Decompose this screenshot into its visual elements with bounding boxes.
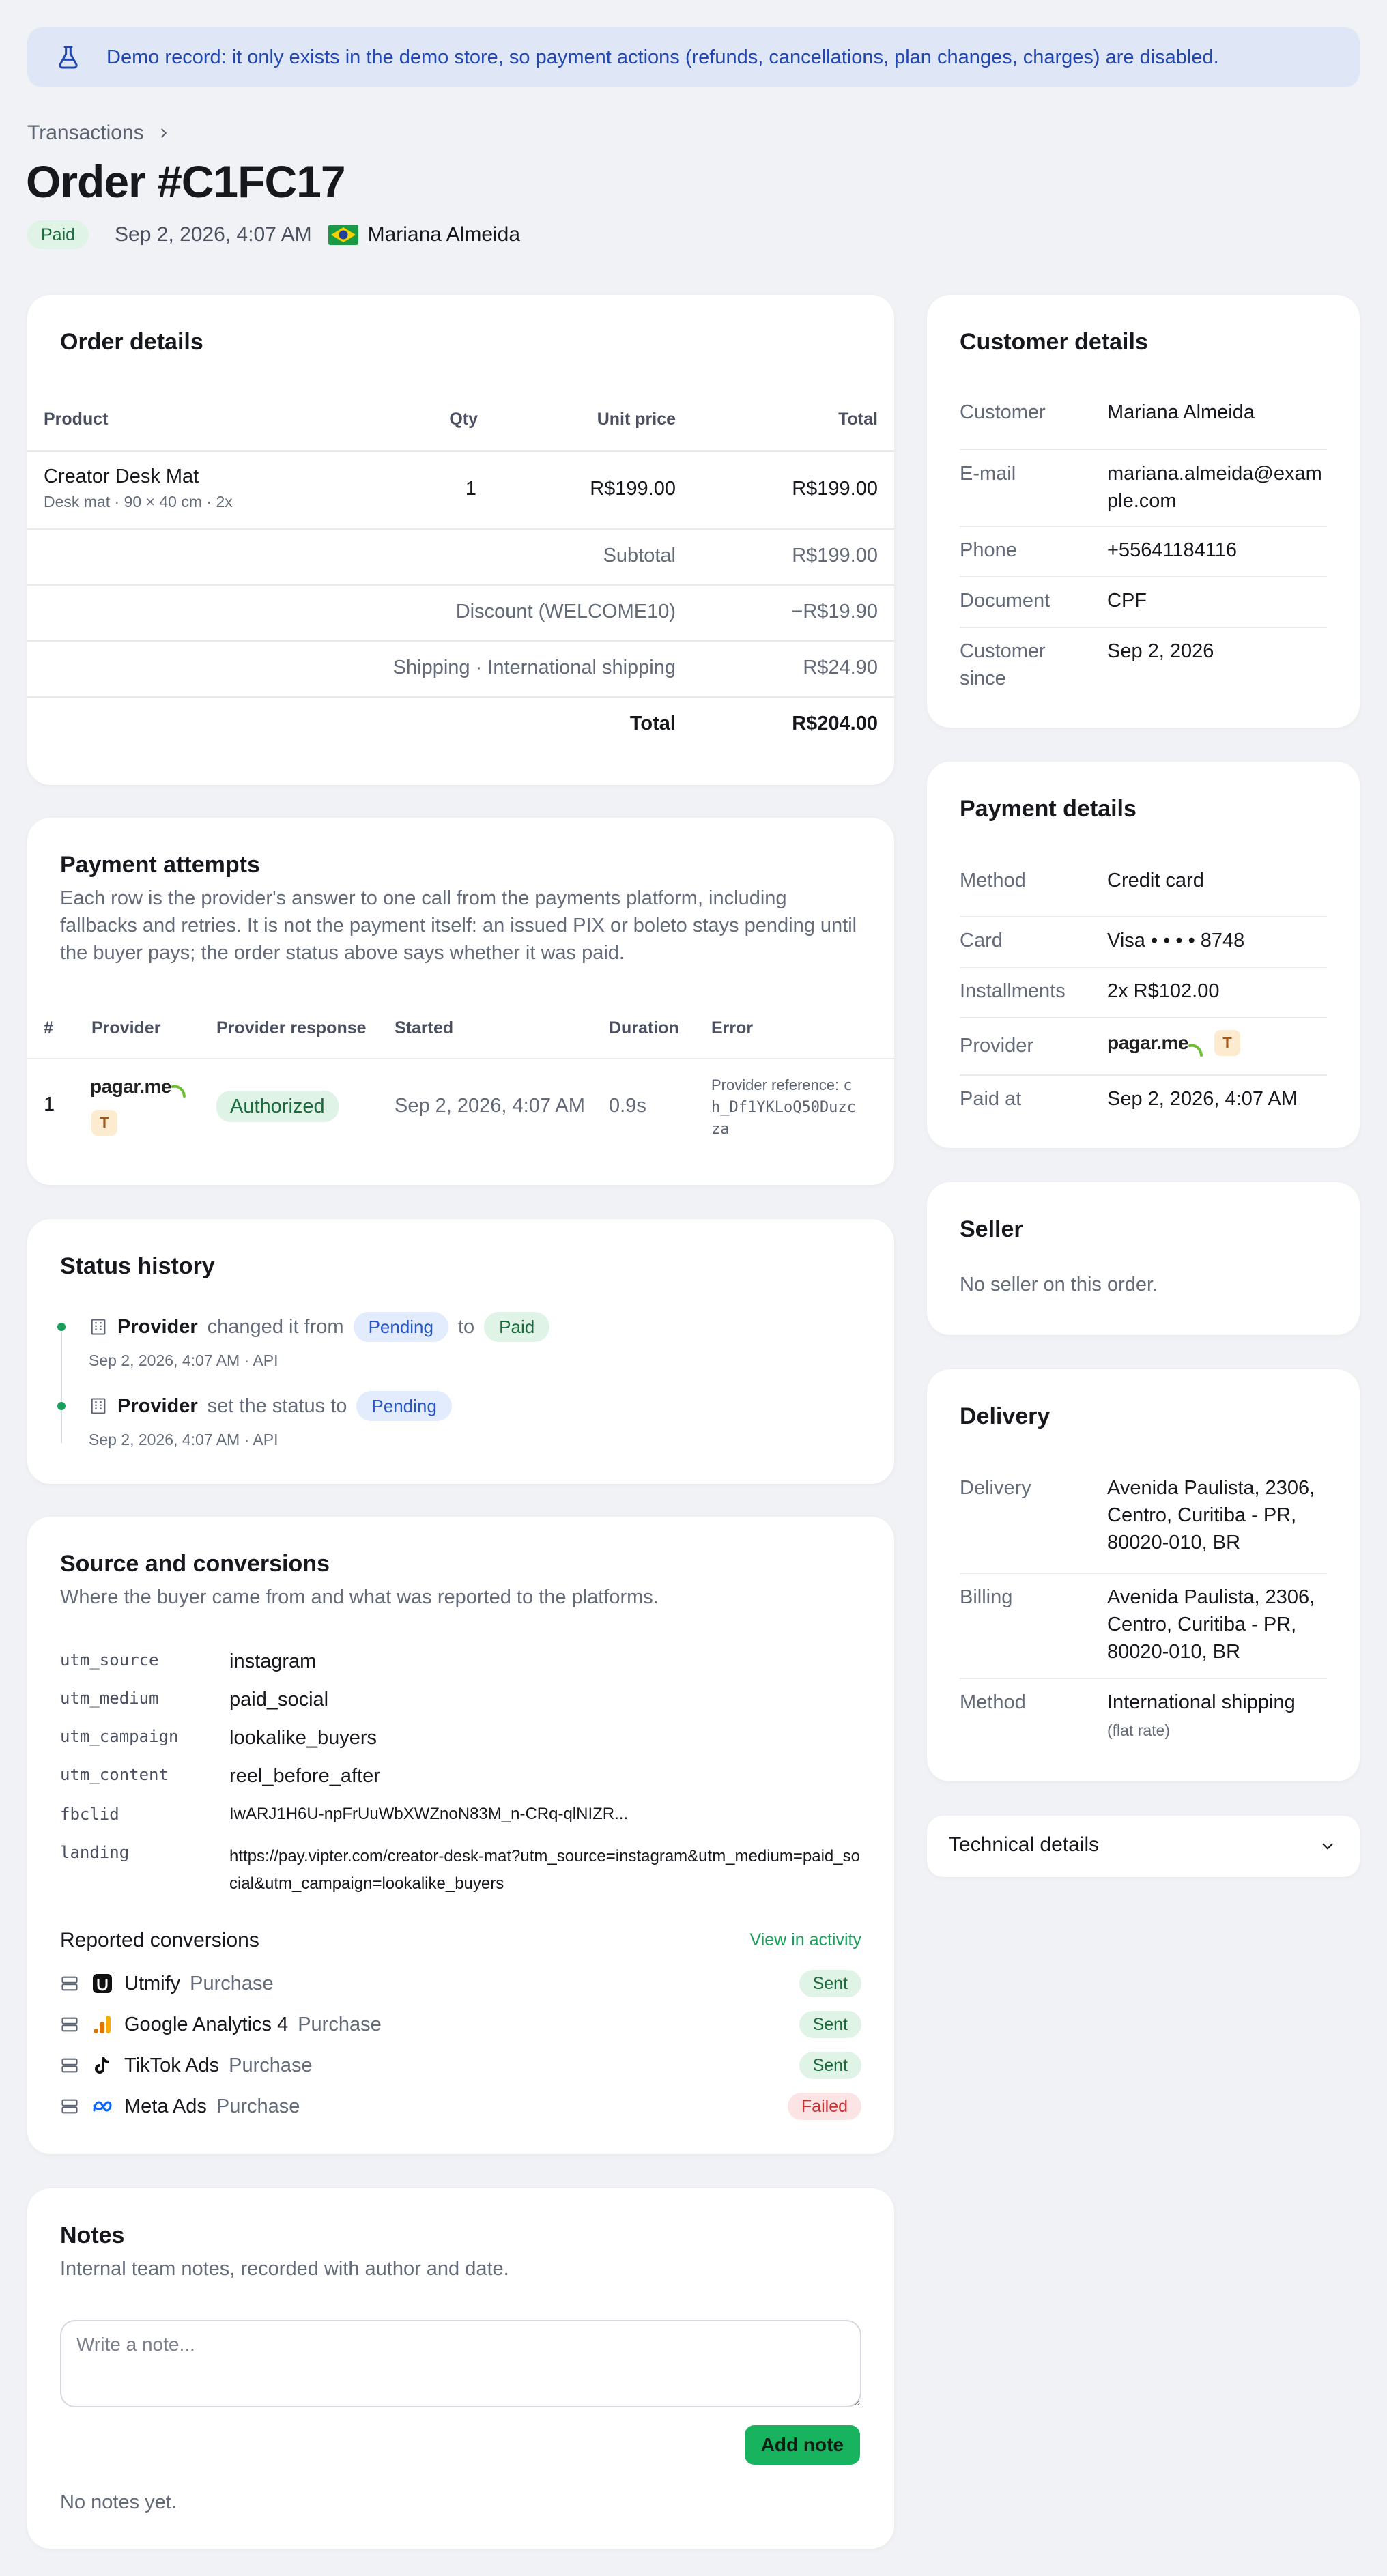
utm-key: fbclid bbox=[60, 1805, 119, 1824]
attempt-error: Provider reference: c h_Df1YKLoQ50Duzc za bbox=[711, 1076, 856, 1138]
kv-row bbox=[960, 628, 1327, 696]
utm-value: reel_before_after bbox=[229, 1765, 380, 1787]
kv-row bbox=[960, 1474, 1327, 1574]
kv-row bbox=[960, 399, 1327, 450]
utm-value: lookalike_buyers bbox=[229, 1727, 377, 1749]
conversion-status: Sent bbox=[799, 1970, 861, 1997]
kv-row bbox=[960, 917, 1327, 968]
history-meta: Sep 2, 2026, 4:07 AM · API bbox=[89, 1351, 278, 1369]
total-value: R$204.00 bbox=[792, 713, 878, 734]
shipping-label: Shipping · International shipping bbox=[392, 657, 676, 678]
server-icon bbox=[60, 2015, 79, 2034]
history-actor: Provider bbox=[117, 1394, 198, 1417]
timeline-dot bbox=[57, 1323, 66, 1331]
source-description: Where the buyer came from and what was reported to the platforms. bbox=[60, 1586, 659, 1608]
conversion-event: Purchase bbox=[298, 2013, 382, 2035]
kv-value[interactable]: mariana.almeida@example.com bbox=[1107, 463, 1322, 512]
kv-row bbox=[960, 1574, 1327, 1679]
conversion-status: Sent bbox=[799, 2011, 861, 2038]
history-action: changed it from bbox=[207, 1315, 344, 1338]
order-details-card bbox=[27, 295, 894, 785]
table-row bbox=[27, 1058, 894, 1154]
response-badge: Authorized bbox=[216, 1091, 339, 1122]
attempt-provider bbox=[90, 1076, 186, 1098]
subtotal-value: R$199.00 bbox=[792, 545, 878, 567]
notes-title: Notes bbox=[60, 2222, 125, 2248]
kv-value: Sep 2, 2026, 4:07 AM bbox=[1107, 1088, 1298, 1110]
conversion-event: Purchase bbox=[229, 2054, 313, 2076]
technical-details-toggle[interactable] bbox=[927, 1816, 1360, 1877]
kv-key: Method bbox=[960, 870, 1026, 891]
history-meta: Sep 2, 2026, 4:07 AM · API bbox=[89, 1431, 278, 1448]
pagarme-logo: pagar.me bbox=[1107, 1029, 1203, 1057]
product-name: Creator Desk Mat bbox=[44, 466, 199, 487]
utm-key: utm_medium bbox=[60, 1689, 159, 1708]
conversion-row bbox=[60, 2091, 861, 2121]
total-row bbox=[27, 696, 894, 752]
kv-row bbox=[960, 577, 1327, 628]
col-qty: Qty bbox=[449, 410, 478, 429]
history-entry bbox=[89, 1391, 452, 1421]
pagarme-logo: pagar.me bbox=[90, 1076, 186, 1098]
order-meta bbox=[27, 220, 520, 250]
provider-badge: T bbox=[1214, 1030, 1240, 1056]
kv-row bbox=[960, 867, 1327, 917]
attempt-started: Sep 2, 2026, 4:07 AM bbox=[395, 1095, 585, 1117]
product-desc: Desk mat · 90 × 40 cm · 2x bbox=[44, 493, 233, 511]
kv-key: Delivery bbox=[960, 1477, 1031, 1499]
conversions-title: Reported conversions bbox=[60, 1929, 259, 1951]
total-label: Total bbox=[629, 713, 676, 734]
kv-key: Provider bbox=[960, 1035, 1033, 1057]
col-total: Total bbox=[838, 410, 878, 429]
tiktok-icon bbox=[91, 2055, 113, 2076]
product-total: R$199.00 bbox=[792, 478, 878, 500]
history-action: set the status to bbox=[207, 1394, 347, 1417]
kv-value bbox=[1107, 1029, 1327, 1057]
col-response: Provider response bbox=[216, 1018, 367, 1037]
col-started: Started bbox=[395, 1018, 454, 1037]
server-icon bbox=[60, 2056, 79, 2075]
brazil-flag-icon bbox=[328, 225, 358, 245]
chevron-down-icon bbox=[1319, 1837, 1336, 1855]
provider-badge: T bbox=[91, 1110, 117, 1136]
notes-description: Internal team notes, recorded with author and date. bbox=[60, 2258, 509, 2280]
payment-details-card bbox=[927, 762, 1360, 1148]
shipping-row bbox=[27, 640, 894, 696]
google-analytics-icon bbox=[91, 2014, 113, 2035]
kv-value: CPF bbox=[1107, 590, 1147, 612]
kv-value: Visa • • • • 8748 bbox=[1107, 930, 1245, 951]
history-connector: to bbox=[457, 1315, 475, 1338]
demo-banner bbox=[27, 27, 1360, 87]
delivery-card bbox=[927, 1369, 1360, 1781]
order-details-title: Order details bbox=[60, 329, 203, 355]
col-duration: Duration bbox=[609, 1018, 679, 1037]
kv-row bbox=[960, 527, 1327, 577]
conversion-status: Sent bbox=[799, 2052, 861, 2079]
customer-details-card bbox=[927, 295, 1360, 728]
conversion-event: Purchase bbox=[190, 1972, 274, 1994]
flask-icon bbox=[55, 44, 82, 71]
flat-rate-note: (flat rate) bbox=[1107, 1721, 1171, 1739]
utm-value: instagram bbox=[229, 1650, 317, 1672]
kv-row bbox=[960, 1076, 1327, 1126]
shipping-value: R$24.90 bbox=[803, 657, 878, 678]
kv-value: International shipping (flat rate) bbox=[1107, 1691, 1296, 1739]
kv-row bbox=[960, 450, 1327, 527]
kv-key: Paid at bbox=[960, 1088, 1022, 1110]
history-entry bbox=[89, 1312, 549, 1342]
utm-key: utm_campaign bbox=[60, 1727, 179, 1746]
timeline-dot bbox=[57, 1402, 66, 1410]
customer-name[interactable]: Mariana Almeida bbox=[367, 223, 521, 246]
timeline-line bbox=[61, 1332, 62, 1443]
table-row bbox=[27, 450, 894, 528]
kv-value: Sep 2, 2026 bbox=[1107, 640, 1214, 662]
view-in-activity-link[interactable]: View in activity bbox=[749, 1930, 861, 1949]
kv-value: +55641184116 bbox=[1107, 539, 1238, 561]
conversion-row bbox=[60, 2050, 861, 2080]
delivery-title: Delivery bbox=[960, 1403, 1050, 1429]
kv-value: Avenida Paulista, 2306, Centro, Curitiba - PR, 80020-010, BR bbox=[1107, 1477, 1315, 1554]
status-tag-pending: Pending bbox=[354, 1312, 448, 1342]
technical-details-title: Technical details bbox=[949, 1833, 1100, 1856]
source-conversions-card bbox=[27, 1517, 894, 2154]
product-unit-price: R$199.00 bbox=[590, 478, 676, 500]
payment-attempts-description: Each row is the provider's answer to one call from the payments platform, including fallbacks and retries. It is not the payment itself: an issued PIX or boleto stays pending until the buyer pays; the order status above says whether it was paid. bbox=[60, 887, 857, 964]
banner-text: Demo record: it only exists in the demo store, so payment actions (refunds, cancellations, plan changes, charges) are disabled. bbox=[106, 46, 1219, 68]
utm-key: landing bbox=[60, 1843, 130, 1862]
seller-card bbox=[927, 1182, 1360, 1335]
kv-value: 2x R$102.00 bbox=[1107, 980, 1220, 1002]
kv-value: Credit card bbox=[1107, 870, 1204, 891]
status-tag-paid: Paid bbox=[484, 1312, 549, 1342]
discount-label: Discount (WELCOME10) bbox=[455, 601, 676, 622]
utmify-icon bbox=[91, 1973, 113, 1994]
attempt-num: 1 bbox=[44, 1093, 55, 1115]
status-tag-pending: Pending bbox=[356, 1391, 451, 1421]
conversion-row bbox=[60, 2009, 861, 2040]
col-product: Product bbox=[44, 410, 109, 429]
notes-empty: No notes yet. bbox=[60, 2491, 177, 2513]
breadcrumb bbox=[27, 121, 171, 145]
seller-title: Seller bbox=[960, 1216, 1023, 1242]
conversion-row bbox=[60, 1969, 861, 1999]
utm-value: https://pay.vipter.com/creator-desk-mat?utm_source=instagram&utm_medium=paid_social&utm_campaign=lookalike_buyers bbox=[229, 1847, 860, 1893]
utm-value: IwARJ1H6U-npFrUuWbXWZnoN83M_n-CRq-qlNIZR... bbox=[229, 1805, 629, 1823]
source-title: Source and conversions bbox=[60, 1551, 330, 1577]
kv-key: Document bbox=[960, 590, 1050, 612]
kv-key: Card bbox=[960, 930, 1003, 951]
status-history-card bbox=[27, 1219, 894, 1484]
payment-attempts-title: Payment attempts bbox=[60, 852, 260, 878]
conversion-name: Utmify bbox=[124, 1972, 181, 1994]
utm-key: utm_source bbox=[60, 1650, 159, 1670]
kv-key: Customer since bbox=[960, 640, 1046, 689]
server-icon bbox=[60, 2097, 79, 2116]
server-icon bbox=[60, 1974, 79, 1993]
meta-icon bbox=[91, 2095, 113, 2117]
notes-card bbox=[27, 2188, 894, 2549]
utm-value: paid_social bbox=[229, 1689, 329, 1711]
kv-value: Mariana Almeida bbox=[1107, 401, 1255, 423]
chevron-right-icon bbox=[156, 126, 171, 141]
customer-details-title: Customer details bbox=[960, 329, 1148, 355]
kv-key: E-mail bbox=[960, 463, 1016, 485]
building-icon bbox=[89, 1317, 108, 1336]
col-provider: Provider bbox=[91, 1018, 161, 1037]
kv-row bbox=[960, 1018, 1327, 1076]
conversion-event: Purchase bbox=[216, 2095, 300, 2117]
add-note-button[interactable]: Add note bbox=[745, 2425, 860, 2465]
kv-value: Avenida Paulista, 2306, Centro, Curitiba - PR, 80020-010, BR bbox=[1107, 1586, 1315, 1663]
note-input[interactable] bbox=[60, 2320, 861, 2407]
payment-attempts-card bbox=[27, 818, 894, 1185]
kv-row bbox=[960, 968, 1327, 1018]
kv-key: Installments bbox=[960, 980, 1066, 1002]
discount-row bbox=[27, 584, 894, 640]
conversion-name: Meta Ads bbox=[124, 2095, 207, 2117]
col-error: Error bbox=[711, 1018, 754, 1037]
conversion-name: TikTok Ads bbox=[124, 2054, 220, 2076]
building-icon bbox=[89, 1397, 108, 1416]
utm-key: utm_content bbox=[60, 1765, 169, 1784]
seller-empty: No seller on this order. bbox=[960, 1274, 1158, 1296]
col-num: # bbox=[44, 1018, 53, 1037]
order-date: Sep 2, 2026, 4:07 AM bbox=[115, 223, 312, 246]
product-qty: 1 bbox=[465, 478, 476, 500]
kv-key: Billing bbox=[960, 1586, 1013, 1608]
kv-row bbox=[960, 1679, 1327, 1754]
kv-key: Phone bbox=[960, 539, 1017, 561]
page-title: Order #C1FC17 bbox=[26, 156, 345, 207]
attempt-duration: 0.9s bbox=[609, 1095, 646, 1117]
discount-value: −R$19.90 bbox=[791, 601, 878, 622]
status-history-title: Status history bbox=[60, 1253, 215, 1279]
payment-details-title: Payment details bbox=[960, 796, 1136, 822]
history-actor: Provider bbox=[117, 1315, 198, 1338]
status-badge: Paid bbox=[27, 220, 89, 249]
conversion-status: Failed bbox=[788, 2093, 861, 2120]
subtotal-label: Subtotal bbox=[603, 545, 676, 567]
conversion-name: Google Analytics 4 bbox=[124, 2013, 289, 2035]
col-unit-price: Unit price bbox=[597, 410, 676, 429]
breadcrumb-transactions[interactable]: Transactions bbox=[27, 121, 144, 144]
subtotal-row bbox=[27, 528, 894, 584]
kv-key: Method bbox=[960, 1691, 1026, 1713]
kv-key: Customer bbox=[960, 401, 1046, 423]
